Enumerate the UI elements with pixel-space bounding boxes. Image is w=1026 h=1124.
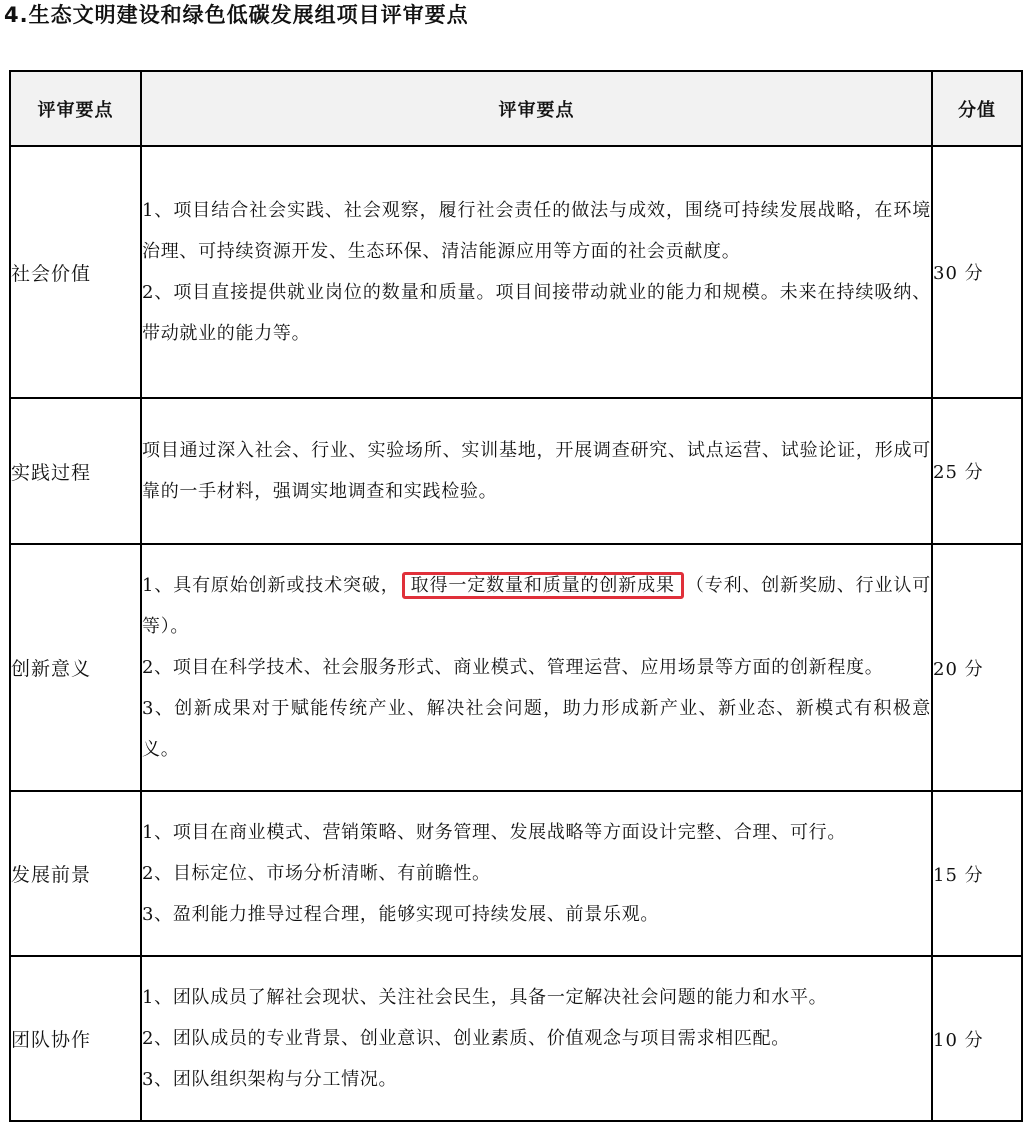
- row-criteria: [141, 956, 932, 1121]
- header-category: 评审要点: [10, 71, 141, 146]
- criteria-text: （专利、创新奖励、行业认可等）。: [142, 575, 931, 637]
- criteria-item: 3、团队组织架构与分工情况。: [142, 1069, 398, 1090]
- row-category: 社会价值: [10, 146, 141, 398]
- criteria-item: 项目通过深入社会、行业、实验场所、实训基地，开展调查研究、试点运营、试验论证，形成可靠的一手材料，强调实地调查和实践检验。: [142, 440, 931, 502]
- row-score: 30 分: [932, 146, 1022, 398]
- header-criteria: 评审要点: [141, 71, 932, 146]
- row-category: 创新意义: [10, 544, 141, 791]
- highlighted-phrase: 取得一定数量和质量的创新成果: [402, 572, 684, 599]
- table-row: [10, 398, 1022, 544]
- table-row: [10, 544, 1022, 791]
- criteria-item: 2、项目在科学技术、社会服务形式、商业模式、管理运营、应用场景等方面的创新程度。: [142, 657, 884, 678]
- row-criteria: [141, 146, 932, 398]
- row-category: 实践过程: [10, 398, 141, 544]
- criteria-item: 1、项目在商业模式、营销策略、财务管理、发展战略等方面设计完整、合理、可行。: [142, 822, 847, 843]
- criteria-item: 2、项目直接提供就业岗位的数量和质量。项目间接带动就业的能力和规模。未来在持续吸纳、带动就业的能力等。: [142, 282, 931, 344]
- criteria-text: 1、具有原始创新或技术突破，: [142, 575, 400, 596]
- row-criteria: [141, 398, 932, 544]
- table-row: [10, 956, 1022, 1121]
- criteria-table: [9, 70, 1023, 1122]
- header-score: 分值: [932, 71, 1022, 146]
- criteria-item: 2、目标定位、市场分析清晰、有前瞻性。: [142, 863, 491, 884]
- row-score: 20 分: [932, 544, 1022, 791]
- row-score: 10 分: [932, 956, 1022, 1121]
- row-score: 15 分: [932, 791, 1022, 956]
- row-category: 团队协作: [10, 956, 141, 1121]
- table-row: [10, 146, 1022, 398]
- table-header: [10, 71, 1022, 146]
- criteria-item: 3、创新成果对于赋能传统产业、解决社会问题，助力形成新产业、新业态、新模式有积极意义。: [142, 698, 931, 760]
- criteria-item: 3、盈利能力推导过程合理，能够实现可持续发展、前景乐观。: [142, 904, 660, 925]
- row-category: 发展前景: [10, 791, 141, 956]
- row-score: 25 分: [932, 398, 1022, 544]
- row-criteria: [141, 791, 932, 956]
- section-title: 4.生态文明建设和绿色低碳发展组项目评审要点: [4, 3, 469, 27]
- criteria-item: 1、团队成员了解社会现状、关注社会民生，具备一定解决社会问题的能力和水平。: [142, 987, 828, 1008]
- criteria-item: 1、项目结合社会实践、社会观察，履行社会责任的做法与成效，围绕可持续发展战略，在环境治理、可持续资源开发、生态环保、清洁能源应用等方面的社会贡献度。: [142, 200, 931, 262]
- criteria-item: [142, 565, 931, 647]
- criteria-item: 2、团队成员的专业背景、创业意识、创业素质、价值观念与项目需求相匹配。: [142, 1028, 790, 1049]
- table-row: [10, 791, 1022, 956]
- row-criteria: [141, 544, 932, 791]
